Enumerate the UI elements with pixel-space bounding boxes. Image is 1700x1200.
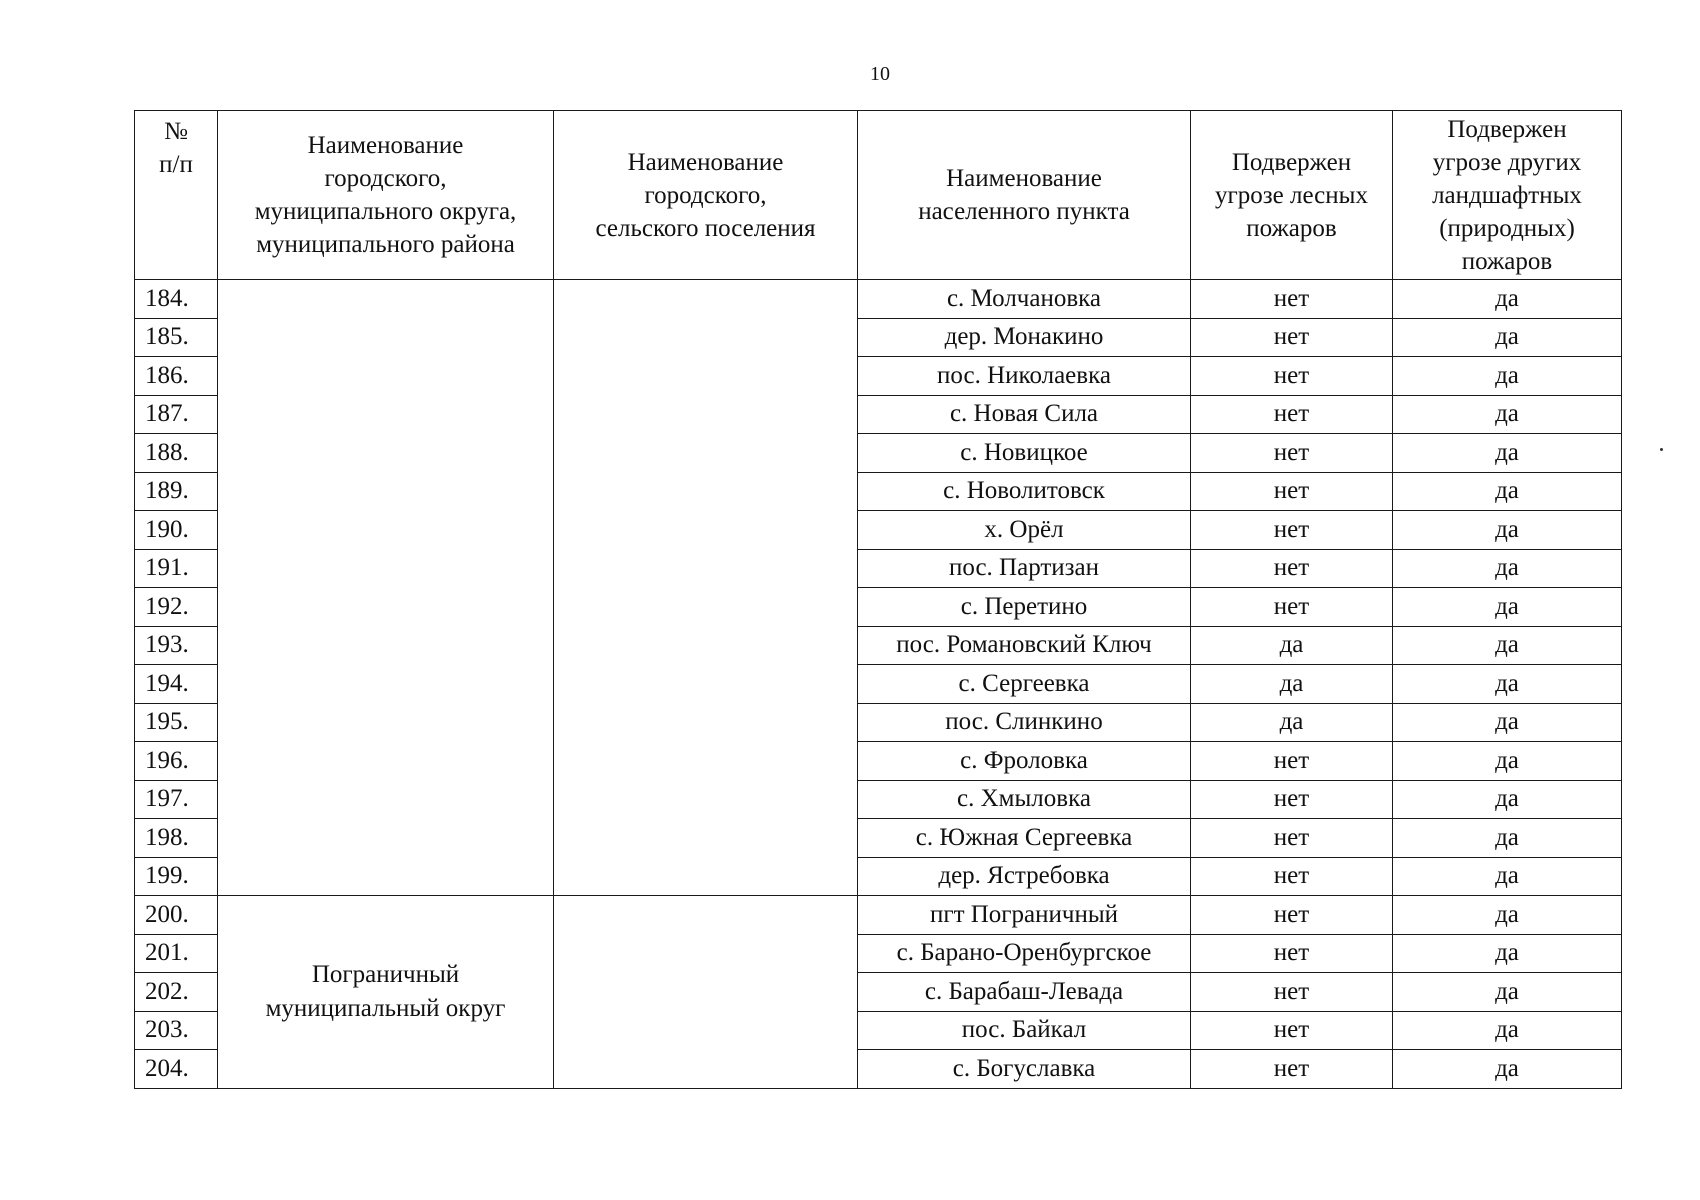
row-number: 198. <box>135 819 218 858</box>
header-row <box>135 111 1622 280</box>
row-number: 195. <box>135 703 218 742</box>
header-number: № п/п <box>135 111 218 280</box>
locality-cell: с. Хмыловка <box>858 780 1191 819</box>
table-row <box>135 896 1622 935</box>
forest-fire-cell: нет <box>1191 318 1393 357</box>
row-number: 185. <box>135 318 218 357</box>
locality-cell: х. Орёл <box>858 511 1191 550</box>
row-number: 203. <box>135 1011 218 1050</box>
forest-fire-cell: нет <box>1191 896 1393 935</box>
header-district: Наименование городского, муниципального округа, муниципального района <box>218 111 554 280</box>
row-number: 194. <box>135 665 218 704</box>
row-number: 201. <box>135 934 218 973</box>
other-fire-cell: да <box>1393 1011 1622 1050</box>
locality-cell: с. Новолитовск <box>858 472 1191 511</box>
forest-fire-cell: нет <box>1191 973 1393 1012</box>
row-number: 190. <box>135 511 218 550</box>
locality-cell: с. Новая Сила <box>858 395 1191 434</box>
locality-cell: с. Барабаш-Левада <box>858 973 1191 1012</box>
locality-cell: дер. Монакино <box>858 318 1191 357</box>
other-fire-cell: да <box>1393 511 1622 550</box>
forest-fire-cell: нет <box>1191 819 1393 858</box>
locality-cell: с. Южная Сергеевка <box>858 819 1191 858</box>
forest-fire-cell: нет <box>1191 1011 1393 1050</box>
district-cell <box>218 280 554 896</box>
other-fire-cell: да <box>1393 395 1622 434</box>
locality-cell: пос. Романовский Ключ <box>858 626 1191 665</box>
other-fire-cell: да <box>1393 549 1622 588</box>
district-cell: Пограничный муниципальный округ <box>218 896 554 1089</box>
other-fire-cell: да <box>1393 973 1622 1012</box>
forest-fire-cell: нет <box>1191 1050 1393 1089</box>
forest-fire-cell: нет <box>1191 511 1393 550</box>
locality-cell: с. Богуславка <box>858 1050 1191 1089</box>
locality-cell: с. Новицкое <box>858 434 1191 473</box>
locality-cell: пос. Николаевка <box>858 357 1191 396</box>
locality-cell: пос. Байкал <box>858 1011 1191 1050</box>
other-fire-cell: да <box>1393 434 1622 473</box>
other-fire-cell: да <box>1393 780 1622 819</box>
row-number: 204. <box>135 1050 218 1089</box>
row-number: 192. <box>135 588 218 627</box>
other-fire-cell: да <box>1393 703 1622 742</box>
header-forest-fire: Подвержен угрозе лесных пожаров <box>1191 111 1393 280</box>
other-fire-cell: да <box>1393 588 1622 627</box>
settlements-fire-risk-table <box>134 110 1622 1089</box>
forest-fire-cell: нет <box>1191 780 1393 819</box>
row-number: 199. <box>135 857 218 896</box>
locality-cell: с. Молчановка <box>858 280 1191 319</box>
forest-fire-cell: нет <box>1191 742 1393 781</box>
other-fire-cell: да <box>1393 1050 1622 1089</box>
row-number: 197. <box>135 780 218 819</box>
row-number: 186. <box>135 357 218 396</box>
forest-fire-cell: да <box>1191 703 1393 742</box>
header-locality: Наименование населенного пункта <box>858 111 1191 280</box>
forest-fire-cell: да <box>1191 626 1393 665</box>
other-fire-cell: да <box>1393 742 1622 781</box>
locality-cell: с. Фроловка <box>858 742 1191 781</box>
locality-cell: пос. Партизан <box>858 549 1191 588</box>
other-fire-cell: да <box>1393 819 1622 858</box>
locality-cell: с. Барано-Оренбургское <box>858 934 1191 973</box>
row-number: 202. <box>135 973 218 1012</box>
forest-fire-cell: нет <box>1191 395 1393 434</box>
other-fire-cell: да <box>1393 472 1622 511</box>
forest-fire-cell: нет <box>1191 472 1393 511</box>
forest-fire-cell: нет <box>1191 857 1393 896</box>
locality-cell: с. Сергеевка <box>858 665 1191 704</box>
scan-dot <box>1660 448 1663 451</box>
row-number: 184. <box>135 280 218 319</box>
header-other-fire: Подвержен угрозе других ландшафтных (природных) пожаров <box>1393 111 1622 280</box>
settlement-cell <box>554 896 858 1089</box>
forest-fire-cell: нет <box>1191 357 1393 396</box>
other-fire-cell: да <box>1393 357 1622 396</box>
table-row <box>135 280 1622 319</box>
forest-fire-cell: нет <box>1191 434 1393 473</box>
row-number: 188. <box>135 434 218 473</box>
row-number: 193. <box>135 626 218 665</box>
other-fire-cell: да <box>1393 857 1622 896</box>
other-fire-cell: да <box>1393 280 1622 319</box>
table-body <box>135 280 1622 1089</box>
locality-cell: дер. Ястребовка <box>858 857 1191 896</box>
header-settlement: Наименование городского, сельского поселения <box>554 111 858 280</box>
locality-cell: с. Перетино <box>858 588 1191 627</box>
locality-cell: пгт Пограничный <box>858 896 1191 935</box>
forest-fire-cell: нет <box>1191 934 1393 973</box>
table-header <box>135 111 1622 280</box>
page-number: 10 <box>870 63 890 85</box>
other-fire-cell: да <box>1393 934 1622 973</box>
forest-fire-cell: нет <box>1191 280 1393 319</box>
row-number: 196. <box>135 742 218 781</box>
row-number: 200. <box>135 896 218 935</box>
other-fire-cell: да <box>1393 626 1622 665</box>
other-fire-cell: да <box>1393 318 1622 357</box>
forest-fire-cell: да <box>1191 665 1393 704</box>
row-number: 191. <box>135 549 218 588</box>
other-fire-cell: да <box>1393 665 1622 704</box>
forest-fire-cell: нет <box>1191 549 1393 588</box>
forest-fire-cell: нет <box>1191 588 1393 627</box>
row-number: 187. <box>135 395 218 434</box>
locality-cell: пос. Слинкино <box>858 703 1191 742</box>
settlement-cell <box>554 280 858 896</box>
other-fire-cell: да <box>1393 896 1622 935</box>
row-number: 189. <box>135 472 218 511</box>
